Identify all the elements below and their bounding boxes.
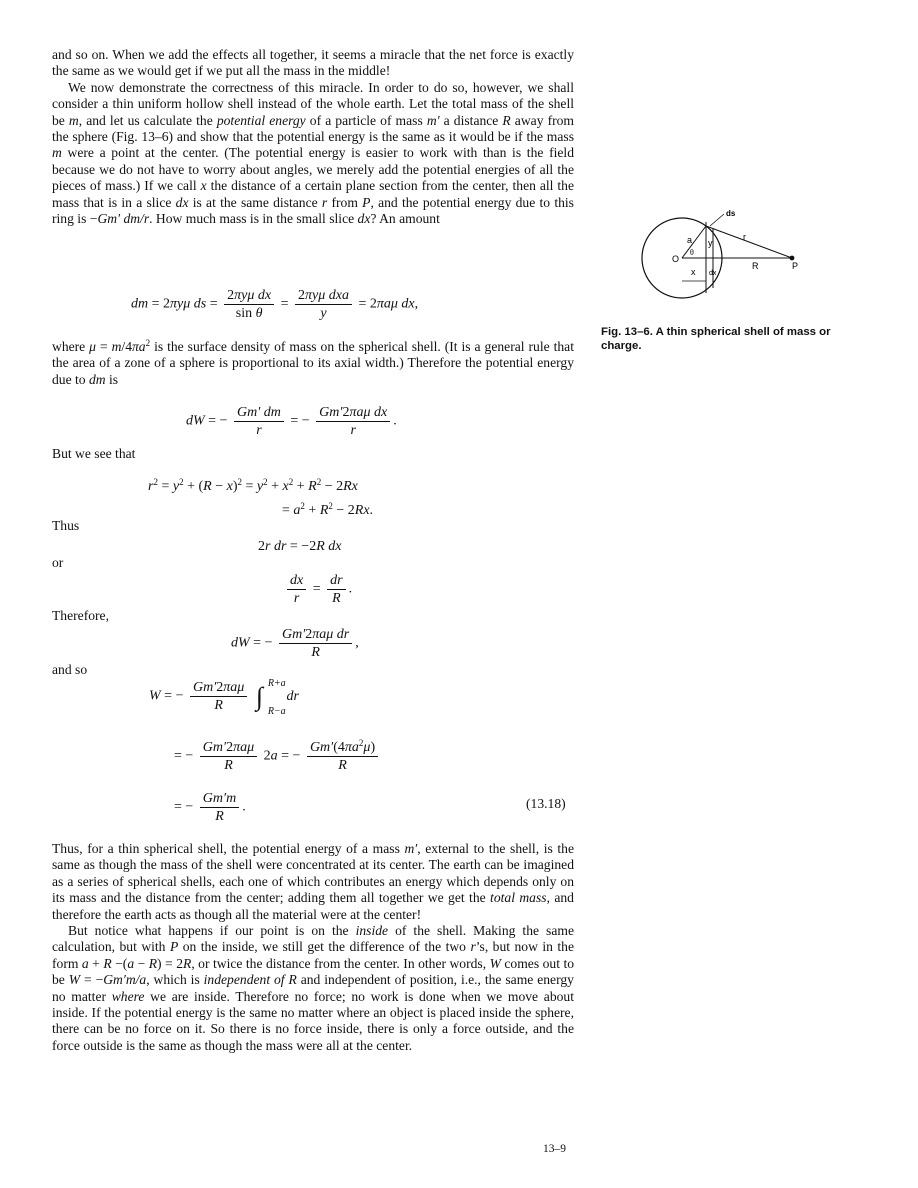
label-O: O [672, 254, 680, 264]
text-therefore: Therefore, [52, 608, 109, 623]
paragraph-2: We now demonstrate the correctness of this miracle. In order to do so, however, we shall consider a thin uniform hollow shell instead of the whole earth. Let the total mass of the shell be m, and let us calculate the potential energy of a particle of mass m′ a distance R away from the sphere (Fig. 13–6) and show that the potential energy is the same as it would be if the mass m were a point at the center. (The potential energy is easier to work with than is the field because we do not have to worry about angles, we merely add the potential energies of all the pieces of mass.) If we call x the distance of a certain plane section from the center, then all the mass that is in a slice dx is at the same distance r from P, and the potential energy due to this ring is −Gm′ dm/r. How much mass is in the small slice dx? An amount [52, 79, 574, 227]
paragraph-density [52, 339, 574, 388]
equation-dW: dW = − $\frac{Gm' dm}{r}$ = − $\frac{\text{Gm′2πaμ dx}}{r}$ . [186, 405, 397, 438]
equation-W-result: = − $\frac{Gm'm}{R}$ . [174, 791, 246, 824]
label-r: r [743, 232, 746, 242]
figure-spherical-shell [640, 205, 800, 310]
text-or: or [52, 555, 64, 570]
label-P: P [792, 261, 799, 271]
text-thus: Thus [52, 518, 80, 533]
text-but-we-see: But we see that [52, 446, 136, 461]
label-y: y [708, 238, 713, 248]
page-number: 13–9 [543, 1143, 566, 1155]
label-x: x [691, 267, 696, 277]
equation-dW-dr: dW = − $\frac{\text{Gm′2πaμ dr}}{R}$ , [231, 627, 359, 660]
equation-W-step2: = − $\frac{\text{Gm′2πaμ}}{R}$ 2a = − $\frac{Gm'(4\pi a^2\mu)}{R}$ [174, 740, 381, 773]
paragraph-5: But notice what happens if our point is on the inside of the shell. Making the same calculation, but with P on the inside, we still get the difference of the two r’s, but now in the form a + R −(a − R) = 2R, or twice the distance from the center. In other words, W comes out to be W = −Gm′m/a, which is independent of R and independent of position, i.e., the same energy no matter where we are inside. Therefore no force; no work is done when we move about inside. If the potential energy is the same no matter where an object is placed inside the sphere, there can be no force on it. So there is no force inside, there is only a force outside, and the force outside is the same as though the mass were all at the center. [52, 923, 575, 1053]
label-R: R [752, 261, 759, 271]
label-a: a [687, 235, 693, 245]
equation-2rdr: 2r dr = −2R dx [258, 539, 342, 554]
equation-r-squared: $r^2 = y^2 + (R - x)^2 = y^2 + x^2 + R^2 - 2Rx$ [148, 477, 358, 494]
radius-a [682, 226, 706, 258]
text-and-so: and so [52, 662, 88, 677]
equation-r-squared-2: = $a^2 + R^2 - 2Rx$. [282, 501, 374, 518]
paragraph-intro [52, 47, 574, 227]
ds-pointer [710, 214, 724, 226]
equation-W-integral: W = − $\frac{\text{Gm′2πaμ}}{R}$ ∫ R+a R−a dr [149, 677, 299, 717]
paragraph-conclusion [52, 841, 574, 1054]
figure-caption: Fig. 13–6. A thin spherical shell of mass or charge. [601, 326, 831, 352]
equation-dx-over-r: $\frac{dx}{r}$ = $\frac{dr}{R}$ . [284, 573, 352, 606]
label-dx: dx [709, 270, 717, 277]
paragraph-4: Thus, for a thin spherical shell, the potential energy of a mass m′, external to the shell, is the same as though the mass of the shell were concentrated at its center. The earth can be imagined as a series of spherical shells, each one of which contributes an energy which depends only on its mass and the distance from the center; adding them all together we get the total mass, and therefore the earth acts as though all the material were at the center! [52, 841, 574, 922]
equation-dm: dm = 2πyμ ds = $\frac{\text{2πyμ dx}}{\text{sin θ}}$ = $\frac{\text{2πyμ dxa}}{y}$ = 2πaμ dx, [131, 288, 419, 321]
label-ds: ds [726, 209, 736, 218]
label-theta: θ [690, 248, 694, 257]
paragraph-1: and so on. When we add the effects all together, it seems a miracle that the net force is exactly the same as we would get if we put all the mass in the middle! [52, 47, 574, 79]
equation-number: (13.18) [526, 796, 566, 811]
point-P [790, 256, 795, 261]
paragraph-3: where $\mu = m/4\pi a^2$ is the surface density of mass on the spherical shell. (It is a general rule that the area of a zone of a sphere is proportional to its axial width.) Therefore the potential energy due to dm is [52, 338, 574, 387]
